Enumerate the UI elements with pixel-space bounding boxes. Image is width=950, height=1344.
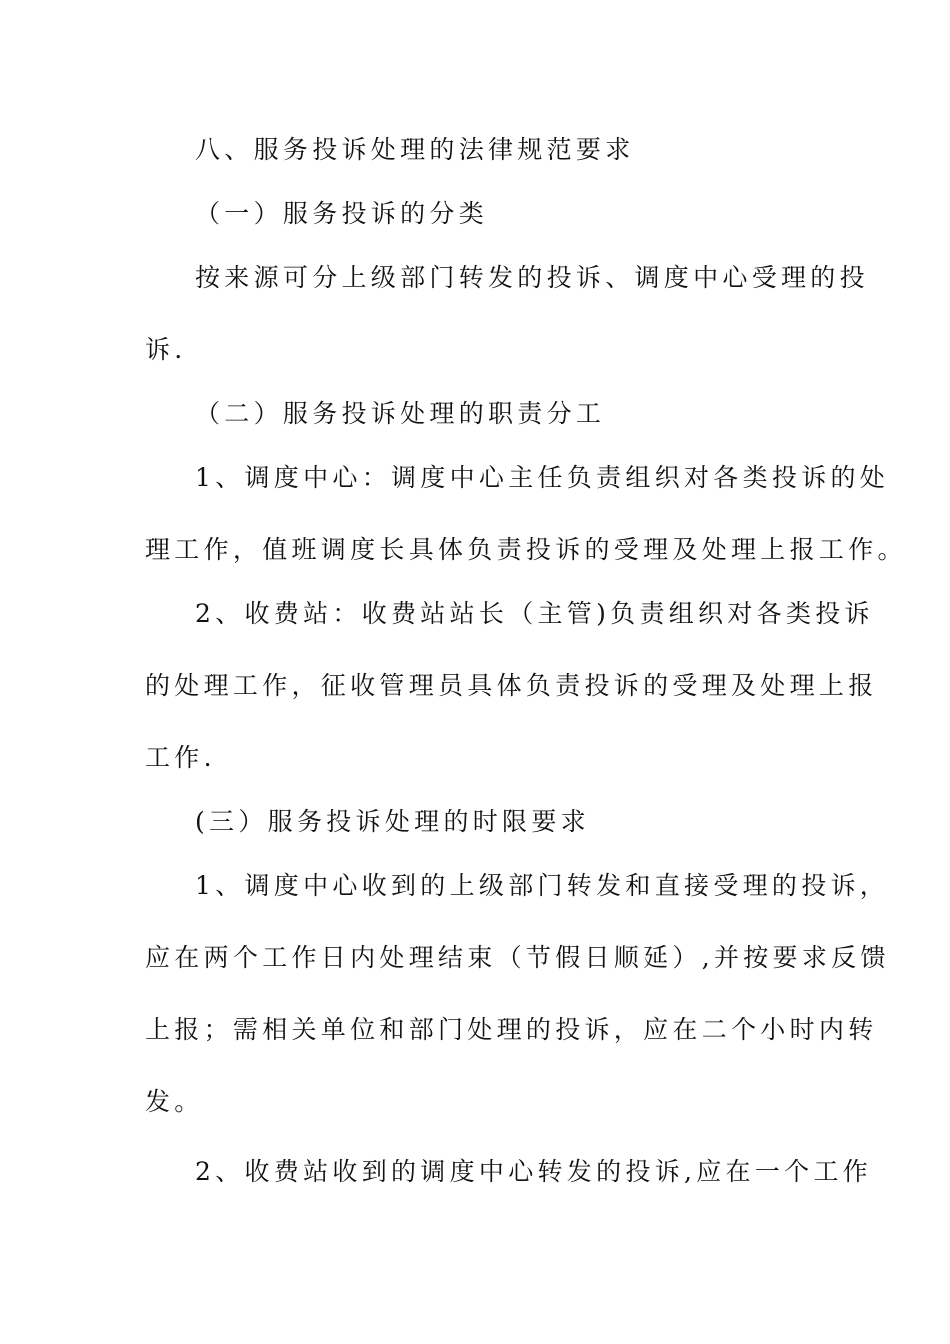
paragraph-line: 发。: [145, 1087, 204, 1116]
section-heading: 八、服务投诉处理的法律规范要求: [195, 135, 635, 164]
subsection-heading: (三）服务投诉处理的时限要求: [195, 807, 590, 836]
subsection-heading: （一）服务投诉的分类: [195, 199, 489, 228]
paragraph-line: 工作.: [145, 743, 216, 772]
paragraph-line: 2、收费站：收费站站长（主管)负责组织对各类投诉: [195, 599, 874, 628]
paragraph-line: 诉.: [145, 335, 187, 364]
paragraph-line: 上报；需相关单位和部门处理的投诉，应在二个小时内转: [145, 1015, 878, 1044]
paragraph-line: 1、调度中心：调度中心主任负责组织对各类投诉的处: [195, 463, 890, 492]
paragraph-line: 1、调度中心收到的上级部门转发和直接受理的投诉，: [195, 871, 890, 900]
subsection-heading: （二）服务投诉处理的职责分工: [195, 399, 606, 428]
paragraph-line: 的处理工作，征收管理员具体负责投诉的受理及处理上报: [145, 671, 878, 700]
paragraph-line: 应在两个工作日内处理结束（节假日顺延）,并按要求反馈: [145, 943, 890, 972]
paragraph-line: 理工作，值班调度长具体负责投诉的受理及处理上报工作。: [145, 535, 907, 564]
paragraph-line: 2、收费站收到的调度中心转发的投诉,应在一个工作: [195, 1157, 873, 1186]
paragraph-line: 按来源可分上级部门转发的投诉、调度中心受理的投: [195, 263, 869, 292]
